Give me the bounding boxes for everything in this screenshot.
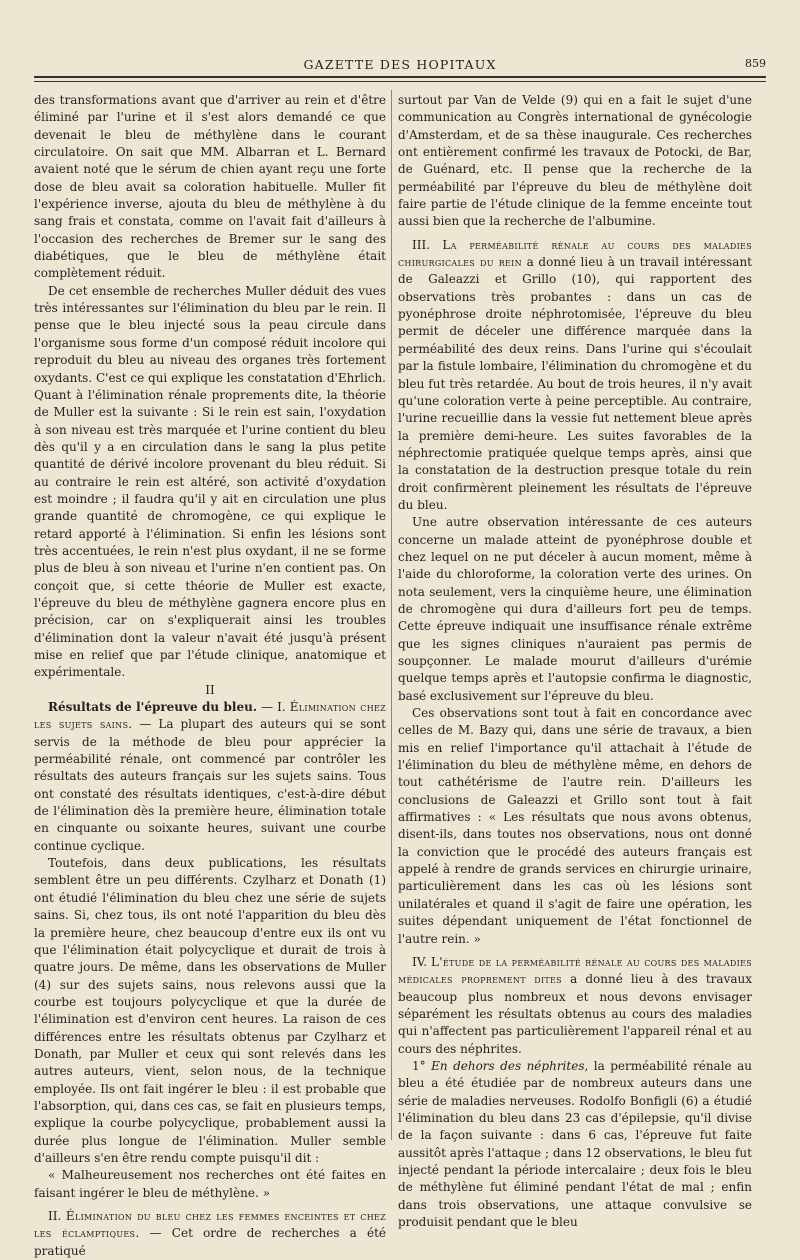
- paragraph: Ces observations sont tout à fait en concordance avec celles de M. Bazy qui, dans une série de travaux, a bien mis en relief l'importance qu'il attachait à l'étude de l'élimination du bleu de méthylène même, en dehors de tout cathétérisme de l'autre rein. D'ailleurs les conclusions de Galeazzi et Grillo sont tout à fait affirmatives : « Les résultats que nous avons obtenus, disent-ils, dans toutes nos observations, nous ont donné la conviction que le procédé des auteurs français est appelé à rendre de grands services en chirurgie urinaire, particulièrement dans les cas où les lésions sont unilatérales et quand il s'agit de faire une opération, les suites dépendant uniquement de l'état fonctionnel de l'autre rein. »: [398, 706, 752, 946]
- paragraph: [398, 1058, 752, 1231]
- paragraph: De cet ensemble de recherches Muller déduit des vues très intéressantes sur l'élimination du bleu par le rein. Il pense que le bleu injecté sous la peau circule dans l'organisme sous forme d'un composé réduit incolore qui reproduit du bleu au niveau des organes très fortement oxydants. C'est ce qui explique les constatation d'Ehrlich. Quant à l'élimination rénale proprements dite, la théorie de Muller est la suivante : Si le rein est sain, l'oxydation à son niveau est très marquée et l'urine contient du bleu dès qu'il y a en circulation dans le sang la plus petite quantité de dérivé incolore provenant du bleu réduit. Si au contraire le rein est altéré, son activité d'oxydation est moindre ; il faudra qu'il y ait en circulation une plus grande quantité de chromogène, ce qui explique le retard apporté à l'élimination. Si enfin les lésions sont très accentuées, le rein n'est plus oxydant, il ne se forme plus de bleu à son niveau et l'urine n'en contient pas. On conçoit que, si cette théorie de Muller est exacte, l'épreuve du bleu de méthylène gagnera encore plus en précision, car on s'expliquerait ainsi les troubles d'élimination dont la valeur n'avait été jusqu'à présent mise en relief que par l'étude clinique, anatomique et expérimentale.: [34, 283, 386, 680]
- inline-text: — La plupart des auteurs qui se sont servis de la méthode de bleu pour apprécier la perméabilité rénale, ont commencé par contrôler les résultats des auteurs français sur les sujets sains. Tous ont constaté des résultats identiques, c'est-à-dire début de l'élimination dès la première heure, élimination totale en cinquante ou soixante heures, suivant une courbe continue cyclique.: [34, 717, 386, 853]
- inline-text: — Cet ordre de recherches a été pratiqué: [34, 1226, 386, 1258]
- paragraph: Toutefois, dans deux publications, les résultats semblent être un peu différents. Czylharz et Donath (1) ont étudié l'élimination du bleu chez une série de sujets sains. Si, chez tous, ils ont noté l'apparition du bleu dès la première heure, chez beaucoup d'entre eux ils ont vu que l'élimination était polycyclique et durait de trois à quatre jours. De même, dans les observations de Muller (4) sur des sujets sains, nous relevons aussi que la courbe est toujours polycyclique et que la durée de l'élimination est d'environ cent heures. La raison de ces différences entre les résultats obtenus par Czylharz et Donath, par Muller et ceux qui sont relevés dans les autres auteurs, vient, selon nous, de la technique employée. Ils ont fait ingérer le bleu : il est probable que l'absorption, qui, dans ces cas, se fait en plusieurs temps, explique la courbe polycyclique, probablement aussi la durée plus longue de l'élimination. Muller semble d'ailleurs s'en être rendu compte puisqu'il dit :: [34, 856, 386, 1165]
- inline-text: a donné lieu à des travaux beaucoup plus nombreux et nous devons envisager séparément les résultats obtenus au cours des maladies qui n'affectent pas particulièrement l'appareil rénal et au cours des néphrites.: [398, 972, 752, 1056]
- subsection-heading: La perméabilité rénale au cours des maladies chirurgicales du rein: [398, 237, 752, 270]
- left-column: [34, 92, 387, 1258]
- section-heading: Résultats de l'épreuve du bleu.: [48, 700, 258, 715]
- paragraph: surtout par Van de Velde (9) qui en a fait le sujet d'une communication au Congrès international de gynécologie d'Amsterdam, et de sa thèse inaugurale. Ces recherches ont entièrement confirmé les travaux de Potocki, de Bar, de Guénard, etc. Il pense que la recherche de la perméabilité par l'épreuve du bleu de méthylène doit faire partie de l'étude clinique de la femme enceinte tout aussi bien que la recherche de l'albumine.: [398, 93, 752, 229]
- paragraph: « Malheureusement nos recherches ont été faites en faisant ingérer le bleu de méthylène. »: [34, 1168, 386, 1200]
- inline-text: II.: [48, 1209, 66, 1223]
- paragraph: Une autre observation intéressante de ces auteurs concerne un malade atteint de pyonéphrose double et chez lequel on ne put déceler à aucun moment, même à l'aide du chloroforme, la coloration verte des urines. On nota seulement, vers la cinquième heure, une élimination de chromogène qui dura d'ailleurs fort peu de temps. Cette épreuve indiquait une insuffisance rénale extrême que les signes cliniques n'auraient pas permis de soupçonner. Le malade mourut d'ailleurs d'urémie quelque temps après et l'autopsie confirma le diagnostic, basé exclusivement sur l'épreuve du bleu.: [398, 515, 752, 703]
- paragraph: des transformations avant que d'arriver au rein et d'être éliminé par l'urine et il s'est alors demandé ce que devenait le bleu de méthylène dans le courant circulatoire. On sait que MM. Albarran et L. Bernard avaient noté que le sérum de chien ayant reçu une forte dose de bleu avait sa coloration habituelle. Muller fit l'expérience inverse, ajouta du bleu de méthylène à du sang frais et constata, comme on l'avait fait d'ailleurs à l'occasion des recherches de Bremer sur le sang des diabétiques, que le bleu de méthylène était complètement réduit.: [34, 93, 386, 281]
- journal-title: GAZETTE DES HOPITAUX: [303, 57, 497, 72]
- subsection-heading: Élimination du bleu chez les femmes enceintes et chez les éclamptiques.: [34, 1209, 387, 1241]
- section-number: II: [205, 682, 215, 697]
- inline-text: , la perméabilité rénale au bleu a été étudiée par de nombreux auteurs dans une série de maladies nerveuses. Rodolfo Bonfigli (6) a étudié l'élimination du bleu dans 23 cas d'épilepsie, qu'il divise de la façon suivante : dans 6 cas, l'épreuve fut faite aussitôt après l'attaque ; dans 12 observations, le bleu fut injecté pendant la période intercalaire ; deux fois le bleu de méthylène fut éliminé pendant l'état de mal ; enfin dans trois observations, une attaque convulsive se produisit pendant que le bleu: [398, 1058, 752, 1229]
- subsection-heading: Élimination chez les sujets sains.: [34, 700, 386, 732]
- header-rule-thin: [34, 81, 766, 82]
- page-header: [34, 50, 766, 72]
- paragraph: [398, 237, 752, 515]
- paragraph: [398, 954, 752, 1058]
- paragraph: [34, 699, 386, 855]
- inline-text: IV.: [412, 954, 432, 969]
- inline-text: III.: [412, 237, 443, 252]
- header-rule-thick: [34, 76, 766, 78]
- italic-phrase: En dehors des néphrites: [431, 1058, 585, 1073]
- right-column: [398, 92, 753, 1229]
- paragraph: [34, 1208, 386, 1260]
- inline-text: — I.: [257, 700, 290, 715]
- column-divider: [391, 90, 392, 1140]
- page-number: 859: [745, 57, 766, 70]
- subsection-heading: L'étude de la perméabilité rénale au cours des maladies médicales proprement dites: [398, 954, 753, 987]
- inline-text: 1°: [412, 1058, 432, 1073]
- inline-text: a donné lieu à un travail intéressant de Galeazzi et Grillo (10), qui rapportent des observations très probantes : dans un cas de pyonéphrose droite néphrotomisée, l'épreuve du bleu permit de déceler une différence marquée dans la perméabilité des deux reins. Dans l'urine qui s'écoulait par la fistule lombaire, l'élimination du chromogène et du bleu fut très retardée. Au bout de trois heures, il n'y avait qu'une coloration verte à peine perceptible. Au contraire, l'urine recueillie dans la vessie fut nettement bleue après la première demi-heure. Les suites favorables de la néphrectomie pratiquée quelque temps après, ainsi que la constatation de la destruction presque totale du rein droit confirmèrent pleinement les résultats de l'épreuve du bleu.: [398, 255, 752, 512]
